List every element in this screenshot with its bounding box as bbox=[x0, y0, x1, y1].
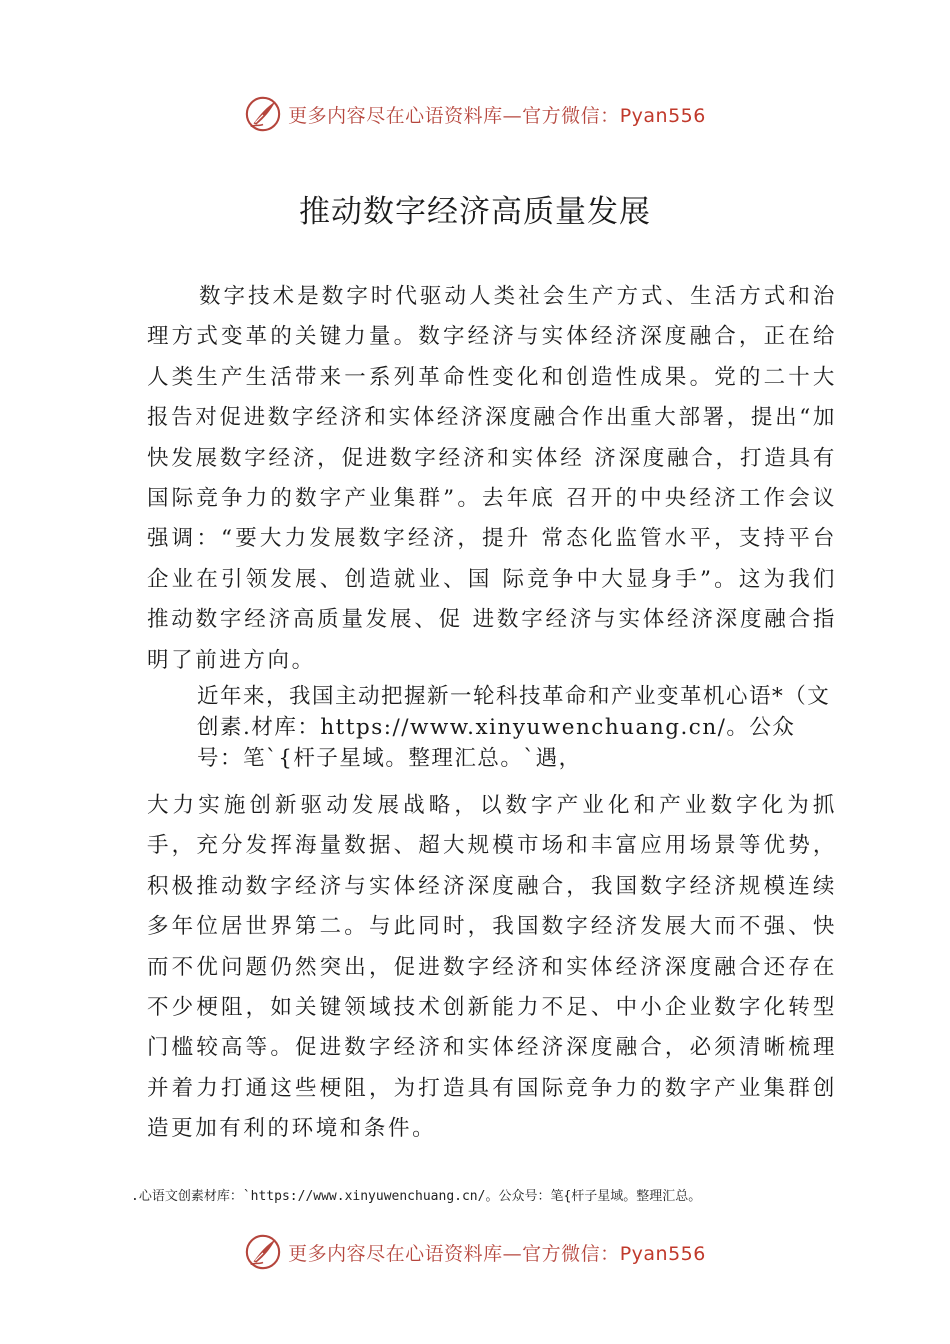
banner-separator: — bbox=[502, 1242, 523, 1265]
header-banner bbox=[0, 94, 950, 134]
banner-label: 官方微信： bbox=[522, 104, 620, 127]
footnote-watermark: .心语文创素材库：`https://www.xinyuwenchuang.cn/。公众号：笔{杆子星域。整理汇总。 bbox=[131, 1189, 702, 1204]
page-title: 推动数字经济高质量发展 bbox=[299, 194, 651, 230]
banner-label: 官方微信： bbox=[522, 1242, 620, 1265]
footer-banner bbox=[0, 1232, 950, 1272]
banner-text bbox=[288, 101, 706, 128]
paragraph-2: 大力实施创新驱动发展战略，以数字产业化和产业数字化为抓手，充分发挥海量数据、超大规模市场和丰富应用场景等优势，积极推动数字经济与实体经济深度融合，我国数字经济规模连续多年位居世界第二。与此同时，我国数字经济发展大而不强、快而不优问题仍然突出，促进数字经济和实体经济深度融合还存在不少梗阻，如关键领域技术创新能力不足、中小企业数字化转型门槛较高等。促进数字经济和实体经济深度融合，必须清晰梳理并着力打通这些梗阻，为打造具有国际竞争力的数字产业集群创造更加有利的环境和条件。 bbox=[147, 793, 837, 1142]
banner-wechat-id: Pyan556 bbox=[619, 104, 706, 127]
banner-prefix: 更多内容尽在心语资料库 bbox=[288, 1242, 503, 1265]
quill-pen-logo-icon bbox=[244, 95, 282, 133]
banner-text bbox=[288, 1239, 706, 1266]
banner-prefix: 更多内容尽在心语资料库 bbox=[288, 104, 503, 127]
paragraph-2-watermarked-lines: 近年来，我国主动把握新一轮科技革命和产业变革机心语*（文创素.材库：https://www.xinyuwenchuang.cn/。公众号：笔`{杆子星域。整理汇总。`遇， bbox=[197, 684, 831, 771]
banner-separator: — bbox=[502, 104, 523, 127]
paragraph-1: 数字技术是数字时代驱动人类社会生产方式、生活方式和治理方式变革的关键力量。数字经济与实体经济深度融合，正在给人类生产生活带来一系列革命性变化和创造性成果。党的二十大报告对促进数字经济和实体经济深度融合作出重大部署，提出“加快发展数字经济，促进数字经济和实体经 济深度融合，打造具有国际竞争力的数字产业集群”。去年底 召开的中央经济工作会议强调：“要大力发展数字经济，提升 常态化监管水平，支持平台企业在引领发展、创造就业、国 际竞争中大显身手”。这为我们推动数字经济高质量发展、促 进数字经济与实体经济深度融合指明了前进方向。 bbox=[147, 284, 837, 673]
banner-wechat-id: Pyan556 bbox=[619, 1242, 706, 1265]
quill-pen-logo-icon bbox=[244, 1233, 282, 1271]
